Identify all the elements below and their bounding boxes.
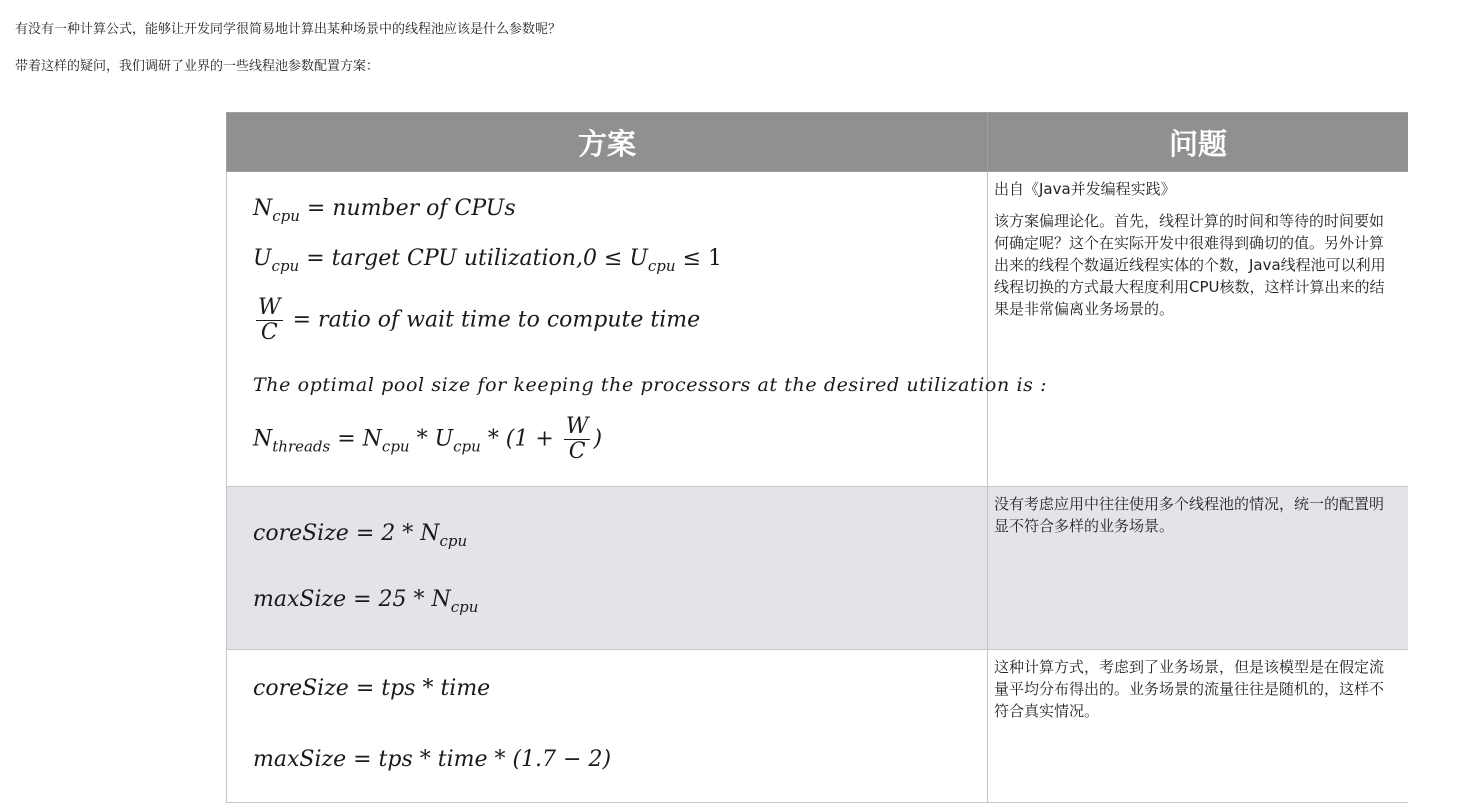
table-row (227, 172, 1409, 487)
header-problem: 问题 (988, 113, 1409, 172)
formula-max-size: maxSize = $25 * N_{cpu}$ (253, 587, 479, 616)
formula-optimal-text: The optimal pool size for keeping the processors at the desired utilization is : (253, 374, 1048, 396)
scheme-formula-cpu-multiple (227, 487, 988, 650)
issue-cpu-multiple (988, 487, 1409, 650)
formula-wait-ratio: $\frac{W}{C}$ = ratio of wait time to compute time (258, 295, 701, 345)
formula-ncpu: $N_{cpu}$ = number of CPUs (253, 196, 516, 225)
thread-pool-schemes-table (226, 112, 1408, 803)
formula-core-size: coreSize = $2 * N_{cpu}$ (253, 521, 468, 550)
header-scheme: 方案 (227, 113, 988, 172)
scheme-formula-tps (227, 650, 988, 803)
issue-tps (988, 650, 1409, 803)
formula-max-size-tps: maxSize = tps * time * (1.7 − 2) (253, 747, 612, 772)
formula-nthreads: $N_{threads} = N_{cpu} * U_{cpu} * (1$ + $\frac{W}{C}$ ) (253, 414, 603, 464)
formula-ucpu: $U_{cpu}$ = target CPU utilization,0 ≤ $U_{cpu} \le 1$ (253, 246, 723, 275)
issue-text: 这种计算方式，考虑到了业务场景，但是该模型是在假定流量平均分布得出的。业务场景的流量往往是随机的，这样不符合真实情况。 (994, 658, 1385, 720)
table-row (227, 487, 1409, 650)
issue-theory (988, 172, 1409, 487)
issue-text: 没有考虑应用中往往使用多个线程池的情况，统一的配置明显不符合多样的业务场景。 (994, 495, 1385, 535)
table-header-row (227, 113, 1409, 172)
issue-source: 出自《Java并发编程实践》 (994, 180, 1176, 198)
fraction-w-over-c: $\frac{W}{C}$ (258, 295, 281, 345)
issue-text: 该方案偏理论化。首先，线程计算的时间和等待的时间要如何确定呢？这个在实际开发中很难得到确切的值。另外计算出来的线程个数逼近线程实体的个数，Java线程池可以利用线程切换的方式最大程度利用CPU核数，这样计算出来的结果是非常偏离业务场景的。 (994, 212, 1386, 318)
formula-core-size-tps: coreSize = tps * time (253, 676, 491, 701)
intro-research: 带着这样的疑问，我们调研了业界的一些线程池参数配置方案： (15, 59, 380, 74)
scheme-formula-theory (227, 172, 1048, 487)
intro-question: 有没有一种计算公式，能够让开发同学很简易地计算出某种场景中的线程池应该是什么参数呢？ (15, 22, 562, 37)
table-row (227, 650, 1409, 803)
fraction-w-over-c-2: $\frac{W}{C}$ (565, 414, 589, 464)
